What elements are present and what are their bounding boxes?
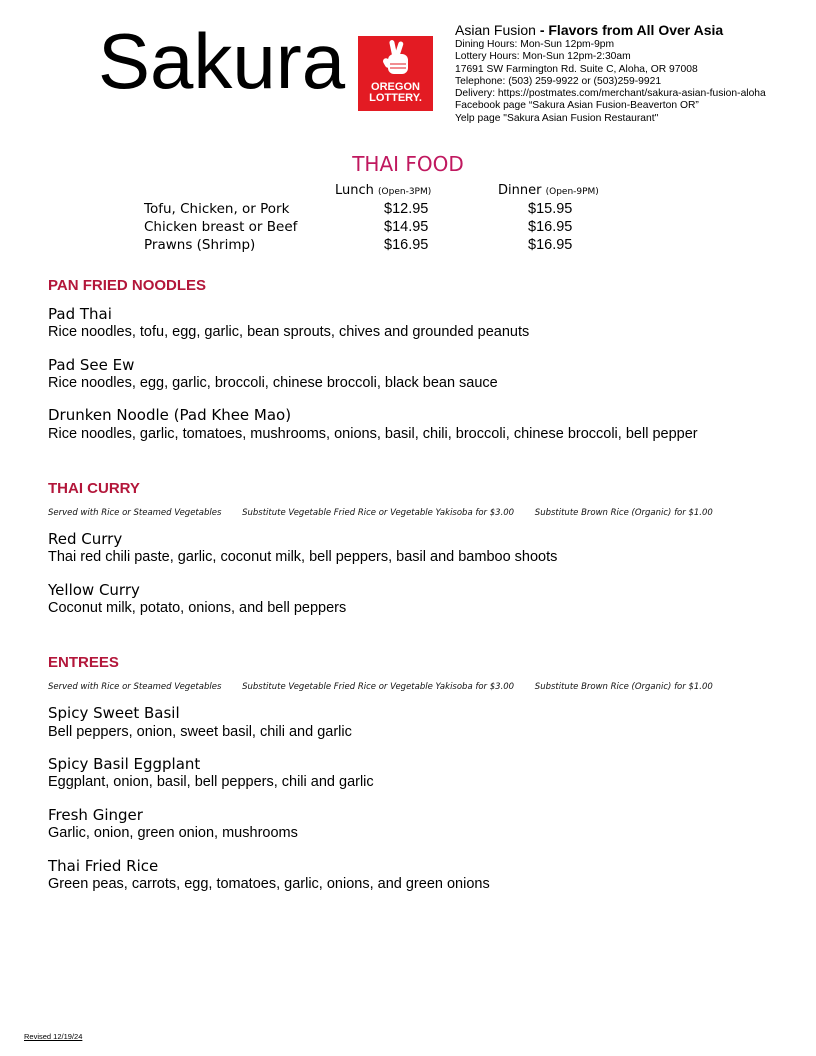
dinner-column-header <box>498 183 599 198</box>
dish-description: Rice noodles, tofu, egg, garlic, bean sprouts, chives and grounded peanuts <box>48 324 530 340</box>
price-row-lunch: $14.95 <box>384 219 429 235</box>
dish-description: Green peas, carrots, egg, tomatoes, garlic, onions, and green onions <box>48 876 490 892</box>
facebook-page: Facebook page “Sakura Asian Fusion-Beaverton OR” <box>455 100 699 112</box>
curry-serving-notes <box>48 508 731 518</box>
dinner-label: Dinner <box>498 183 542 198</box>
lunch-label: Lunch <box>335 183 374 198</box>
lottery-hours: Lottery Hours: Mon-Sun 12pm-2:30am <box>455 51 631 63</box>
dish-name: Yellow Curry <box>48 581 140 599</box>
restaurant-info <box>455 22 795 125</box>
lunch-column-header <box>335 183 431 198</box>
oregon-lottery-logo <box>358 36 433 111</box>
dish-description: Garlic, onion, green onion, mushrooms <box>48 825 298 841</box>
dish-description: Rice noodles, egg, garlic, broccoli, chinese broccoli, black bean sauce <box>48 375 498 391</box>
crossed-fingers-icon <box>358 36 433 80</box>
price-row-dinner: $16.95 <box>528 237 573 253</box>
dish-name: Red Curry <box>48 530 123 548</box>
serving-note: Served with Rice or Steamed Vegetables <box>48 508 222 518</box>
substitute-yakisoba-note: Substitute Vegetable Fried Rice or Vegetable Yakisoba for $3.00 <box>242 508 515 518</box>
dish-description: Coconut milk, potato, onions, and bell peppers <box>48 600 347 616</box>
restaurant-name: Sakura <box>98 17 346 105</box>
dish-name: Pad Thai <box>48 305 112 323</box>
dish-description: Bell peppers, onion, sweet basil, chili and garlic <box>48 724 352 740</box>
dish-name: Fresh Ginger <box>48 806 143 824</box>
telephone: Telephone: (503) 259-9922 or (503)259-9921 <box>455 75 662 87</box>
tagline-bold: - Flavors from All Over Asia <box>535 22 724 38</box>
price-row-item: Tofu, Chicken, or Pork <box>144 201 290 217</box>
dining-hours: Dining Hours: Mon-Sun 12pm-9pm <box>455 39 615 50</box>
serving-note: Served with Rice or Steamed Vegetables <box>48 682 222 692</box>
dinner-hours-note: (Open-9PM) <box>545 187 599 197</box>
price-row-item: Chicken breast or Beef <box>144 219 298 235</box>
entrees-heading: ENTREES <box>48 654 119 671</box>
revised-date: Revised 12/19/24 <box>24 1032 83 1041</box>
dish-name: Spicy Basil Eggplant <box>48 755 201 773</box>
lunch-hours-note: (Open-3PM) <box>378 187 432 197</box>
logo-text-line1: OREGON <box>371 81 420 93</box>
thai-curry-heading: THAI CURRY <box>48 480 140 497</box>
price-row-lunch: $12.95 <box>384 201 429 217</box>
dish-description: Thai red chili paste, garlic, coconut milk, bell peppers, basil and bamboo shoots <box>48 549 558 565</box>
address: 17691 SW Farmington Rd. Suite C, Aloha, OR 97008 <box>455 63 698 75</box>
substitute-brown-rice-note: Substitute Brown Rice (Organic) for $1.00 <box>534 508 713 518</box>
yelp-page: Yelp page "Sakura Asian Fusion Restaurant" <box>455 112 659 124</box>
entrees-serving-notes <box>48 682 731 692</box>
price-row-item: Prawns (Shrimp) <box>144 237 256 253</box>
substitute-brown-rice-note: Substitute Brown Rice (Organic) for $1.00 <box>534 682 713 692</box>
price-row-dinner: $15.95 <box>528 201 573 217</box>
price-row-dinner: $16.95 <box>528 219 573 235</box>
substitute-yakisoba-note: Substitute Vegetable Fried Rice or Vegetable Yakisoba for $3.00 <box>242 682 515 692</box>
thai-food-title: THAI FOOD <box>352 152 464 176</box>
tagline <box>455 22 795 39</box>
dish-description: Rice noodles, garlic, tomatoes, mushrooms, onions, basil, chili, broccoli, chinese broccoli, bell pepper <box>48 426 698 442</box>
pan-fried-noodles-heading: PAN FRIED NOODLES <box>48 277 207 294</box>
price-row-lunch: $16.95 <box>384 237 429 253</box>
delivery-link: Delivery: https://postmates.com/merchant/sakura-asian-fusion-aloha <box>455 88 766 100</box>
dish-description: Eggplant, onion, basil, bell peppers, chili and garlic <box>48 774 374 790</box>
dish-name: Drunken Noodle (Pad Khee Mao) <box>48 406 292 424</box>
tagline-prefix: Asian Fusion <box>455 22 536 38</box>
dish-name: Spicy Sweet Basil <box>48 704 180 722</box>
logo-text-line2: LOTTERY. <box>369 92 422 104</box>
dish-name: Thai Fried Rice <box>48 857 159 875</box>
dish-name: Pad See Ew <box>48 356 135 374</box>
